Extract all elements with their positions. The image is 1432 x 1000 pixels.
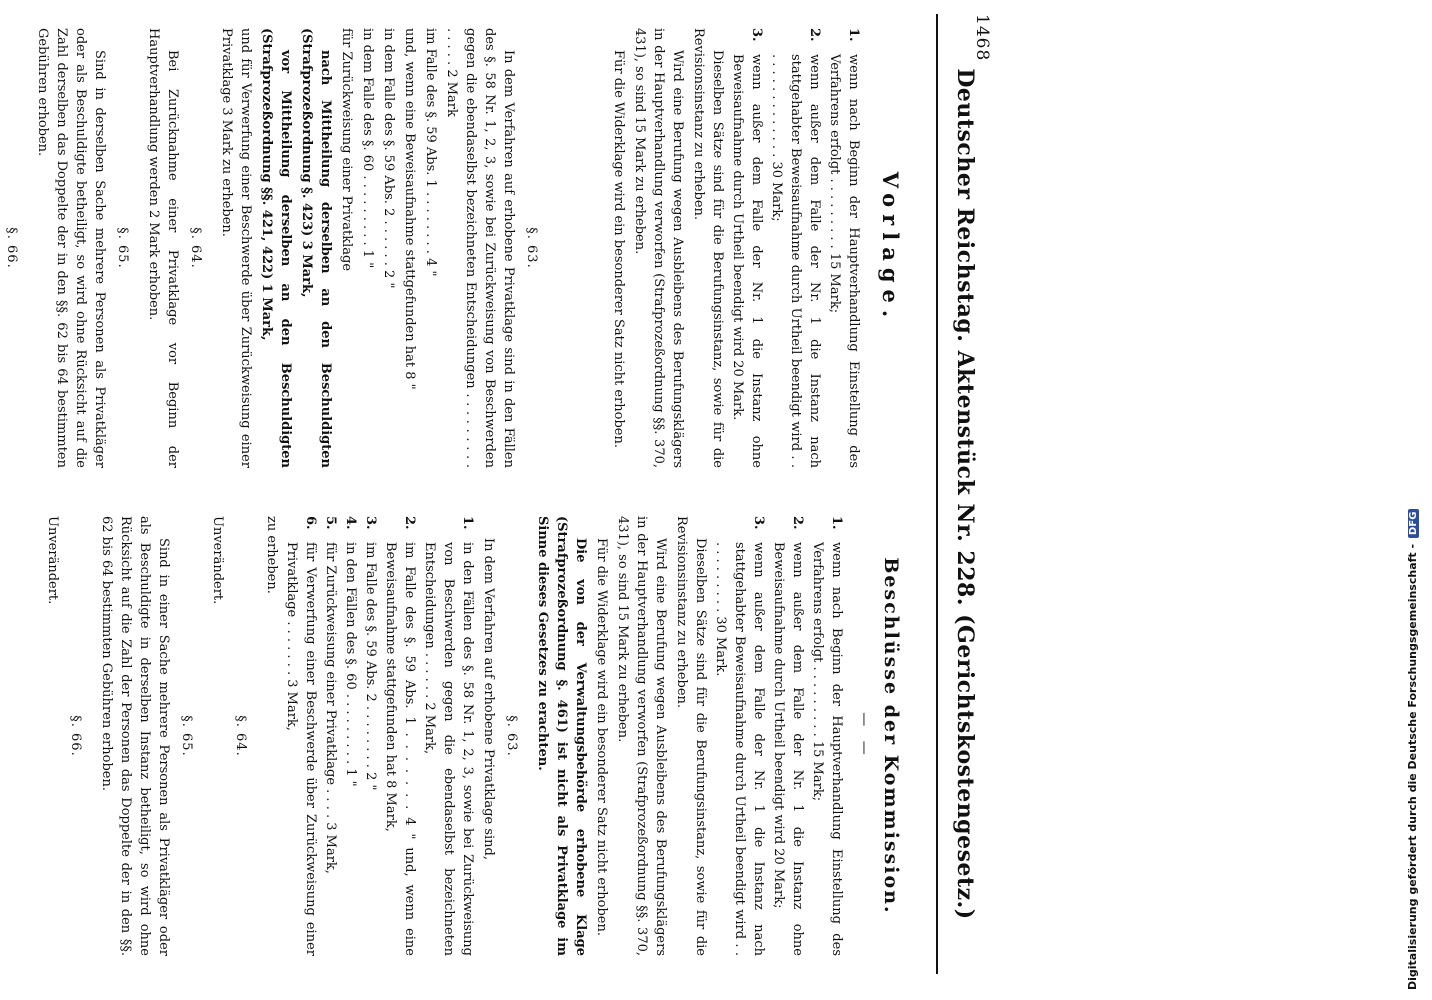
paragraph: zu erheben. <box>264 516 279 594</box>
fee-row: und, wenn eine Beweisaufnahme stattgefunden hat 8 " <box>402 28 417 390</box>
item-text: wenn außer dem Falle der Nr. 1 die Instanz nach stattgehabter Beweisaufnahme durch Urtheil beendigt wird . . . . . . . . . . . . . . . 30 Mark; <box>769 54 822 468</box>
page-header <box>908 14 992 974</box>
column-beschluesse <box>0 516 904 956</box>
fee-row: für Zurückweisung einer Privatklage <box>339 28 354 272</box>
item-number: 3. <box>749 28 764 42</box>
fee-row: im Falle des §. 59 Abs. 1 . . . . . . . . 4 " <box>423 28 438 277</box>
section-title: §. 64. <box>188 227 203 269</box>
paragraph: Sind in derselben Sache mehrere Personen als Privatkläger oder als Beschuldigte betheiligt, so wird ohne Rücksicht auf die Zahl derselben das Doppelte der in den §§. 62 bis 64 bestimmten Gebühren erhoben. <box>35 28 107 468</box>
section-title: §. 65. <box>115 227 130 269</box>
item-number: 2. <box>790 516 805 530</box>
section-title: §. 63. <box>524 227 539 269</box>
paragraph: Unverändert. <box>210 516 225 605</box>
paragraph: Sind in einer Sache mehrere Personen als Privatkläger oder als Beschuldigte in derselben Instanz betheiligt, so wird ohne Rücksicht auf die Zahl der Personen das Doppelte der in den §§. 62 bis 64 bestimmten Gebühren erhoben. <box>99 516 171 956</box>
item-text: im Falle des §. 59 Abs. 1 . . . . . . . 4 " und, wenn eine Beweisaufnahme stattgefunden hat 8 Mark, <box>383 542 417 956</box>
digitization-credit <box>1406 0 1419 990</box>
paragraph: Wird eine Berufung wegen Ausbleibens des Berufungsklägers in der Hauptverhandlung verworfen (Strafprozeßordnung §§. 370, 431), so sind 15 Mark zu erheben. <box>632 28 685 468</box>
list-item <box>825 28 863 468</box>
paragraph: Für die Widerklage wird ein besonderer Satz nicht erhoben. <box>594 538 609 936</box>
list-item <box>341 516 360 956</box>
spacer <box>553 28 607 468</box>
item-number: 1. <box>846 28 861 42</box>
list-item <box>808 516 846 956</box>
list-item <box>361 516 380 956</box>
item-text: wenn nach Beginn der Hauptverhandlung Einstellung des Verfahrens erfolgt . . . . . . . . . 15 Mark; <box>827 54 861 468</box>
paragraph-bold: Die von der Verwaltungsbehörde erhobene Klage (Strafprozeßordnung §. 461) ist nicht als Privatklage im Sinne dieses Gesetzes zu erachten. <box>535 516 588 956</box>
item-number: 4. <box>343 516 358 530</box>
item-text: wenn außer dem Falle der Nr. 1 die Instanz nach stattgehabter Beweisaufnahme durch Urtheil beendigt wird . . . . . . . . . . . 30 Mark. <box>713 542 766 956</box>
paragraph: Bei Zurücknahme einer Privatklage vor Beginn der Hauptverhandlung werden 2 Mark erhoben. <box>146 28 180 468</box>
paragraph: Für die Widerklage wird ein besonderer Satz nicht erhoben. <box>611 50 626 448</box>
paragraph: Dieselben Sätze sind für die Berufungsinstanz, sowie für die Revisionsinstanz zu erheben. <box>674 516 708 956</box>
list-item <box>321 516 340 956</box>
column-heading: Vorlage. <box>878 171 903 325</box>
spacer <box>0 516 41 956</box>
credit-text: Digitalisierung gefördert durch die Deutsche Forschungsgemeinschaft - <box>1406 543 1419 990</box>
item-text: in den Fällen des §. 60 . . . . . . . . . 1 " <box>343 542 358 787</box>
heading-dash: — — <box>856 712 872 760</box>
section-title: §. 63. <box>504 715 519 757</box>
page-number: 1468 <box>972 14 992 62</box>
paragraph: In dem Verfahren auf erhobene Privatklage sind, <box>481 538 496 860</box>
paragraph: Dieselben Sätze sind für die Berufungsinstanz, sowie für die Revisionsinstanz zu erheben. <box>691 28 725 468</box>
item-text: wenn außer dem Falle der Nr. 1 die Instanz ohne Beweisaufnahme durch Urtheil beendigt wird 20 Mark. <box>730 54 764 468</box>
item-number: 2. <box>807 28 822 42</box>
column-vorlage <box>0 28 904 468</box>
list-item <box>381 516 419 956</box>
item-number: 1. <box>829 516 844 530</box>
list-item <box>728 28 766 468</box>
item-text: für Verwerfung einer Beschwerde über Zurückweisung einer Privatklage . . . . . . . 3 Mark, <box>284 542 318 956</box>
list-item <box>711 516 768 956</box>
fee-row: und für Verwerfung einer Beschwerde über Zurückweisung einer Privatklage 3 Mark zu erheben. <box>219 28 253 468</box>
column-heading: Beschlüsse der Kommission. <box>880 557 902 915</box>
section-title: §. 66. <box>4 227 19 269</box>
item-number: 3. <box>363 516 378 530</box>
item-text: wenn außer dem Falle der Nr. 1 die Instanz ohne Beweisaufnahme durch Urtheil beendigt wird 20 Mark; <box>771 542 805 956</box>
paragraph: In dem Verfahren auf erhobene Privatklage sind in den Fällen des §. 58 Nr. 1, 2, 3, sowie bei Zurückweisung von Beschwerden gegen die ebendaselbst bezeichneten Entscheidungen . . . . . . . . . . . . . . 2 Mark <box>444 28 516 468</box>
item-number: 6. <box>303 516 318 530</box>
fee-row: in dem Falle des §. 59 Abs. 2 . . . . . . 2 " <box>381 28 396 289</box>
fee-row: nach Mittheilung derselben an den Beschuldigten (Strafprozeßordnung §. 423) 3 Mark, <box>299 28 333 468</box>
item-text: für Zurückweisung einer Privatklage . . . . 3 Mark, <box>323 542 338 874</box>
section-title: §. 65. <box>179 715 194 757</box>
section-title: §. 64. <box>233 715 248 757</box>
fee-row: in dem Falle des §. 60 . . . . . . . . . 1 " <box>360 28 375 269</box>
item-number: 1. <box>460 516 475 530</box>
fee-row: vor Mittheilung derselben an den Beschuldigten (Strafprozeßordnung §§. 421, 422) 1 Mark, <box>259 28 293 468</box>
item-text: wenn nach Beginn der Hauptverhandlung Einstellung des Verfahrens erfolgt . . . . . . . . . 15 Mark; <box>810 542 844 956</box>
item-number: 2. <box>402 516 417 530</box>
item-number: 3. <box>751 516 766 530</box>
header-rule <box>936 14 938 974</box>
paragraph: Unverändert. <box>45 516 60 605</box>
paragraph: Wird eine Berufung wegen Ausbleibens des Berufungsklägers in der Hauptverhandlung verworfen (Strafprozeßordnung §§. 370, 431), so sind 15 Mark zu erheben. <box>615 516 668 956</box>
running-title: Deutscher Reichstag. Aktenstück Nr. 228. (Gerichtskostengesetz.) <box>952 68 978 920</box>
item-number: 5. <box>323 516 338 530</box>
list-item <box>282 516 320 956</box>
list-item <box>767 28 824 468</box>
dfg-logo: DFG <box>1408 509 1419 538</box>
section-title: §. 66. <box>68 715 83 757</box>
item-text: im Falle des §. 59 Abs. 2 . . . . . . . . 2 " <box>363 542 378 791</box>
list-item <box>769 516 807 956</box>
item-text: in den Fällen des §. 58 Nr. 1, 2, 3, sowie bei Zurückweisung von Beschwerden gegen die ebendaselbst bezeichneten Entscheidungen . . . . . . 2 Mark, <box>422 542 475 956</box>
list-item <box>420 516 477 956</box>
